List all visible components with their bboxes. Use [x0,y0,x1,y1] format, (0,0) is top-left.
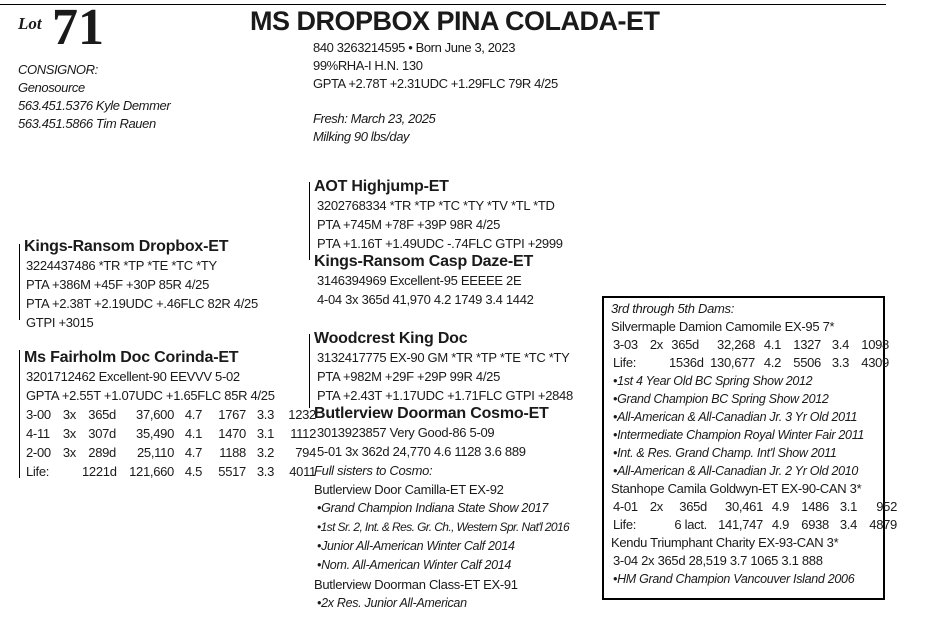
record-cell: 4.2 [763,355,781,370]
record-cell: 3.3 [831,355,849,370]
record-cell: 4.9 [771,517,789,532]
animal-line: 99%RHA-I H.N. 130 [313,58,423,73]
sire-line: GTPI +3015 [26,315,94,330]
sires-sire-block [314,177,563,253]
record-cell: 1098 [861,337,889,352]
record-cell: 4-11 [26,426,50,441]
dams-sire-block [314,329,573,405]
record-cell: 37,600 [136,407,174,422]
sires-dam-line: 3146394969 Excellent-95 EEEEE 2E [317,273,522,288]
sire-line: 3224437486 *TR *TP *TE *TC *TY [26,258,217,273]
sire-line: PTA +386M +45F +30P 85R 4/25 [26,277,210,292]
sister-note: •1st Sr. 2, Int. & Res. Gr. Ch., Western Spr. Nat'l 2016 [317,520,570,534]
sires-sire-name: AOT Highjump-ET [314,178,449,195]
record-cell [649,354,663,372]
record-cell: 4.5 [184,464,202,479]
fourth-dam-records [613,498,897,534]
dams-sire-line: PTA +2.43T +1.17UDC +1.71FLC GTPI +2848 [317,388,573,403]
record-cell: 35,490 [136,426,174,441]
dams-dam-name: Butlerview Doorman Cosmo-ET [314,405,549,422]
consignor-label: CONSIGNOR: [18,62,98,77]
record-cell: 3-03 [613,337,638,352]
record-cell: 2-00 [26,445,51,460]
record-cell: 141,747 [718,517,763,532]
ss-connector [309,182,310,260]
fresh-date: Fresh: March 23, 2025 [313,111,436,126]
page-title: MS DROPBOX PINA COLADA-ET [250,6,660,36]
sires-dam-block [314,252,534,309]
sires-dam-line: 4-04 3x 365d 41,970 4.2 1749 3.4 1442 [317,292,534,307]
sire-block [24,237,258,332]
ancestors-content [611,300,897,588]
lot-label: Lot [18,14,42,33]
record-cell: 3-00 [26,407,51,422]
record-cell: Life: [613,355,637,370]
record-cell: 4-01 [613,499,638,514]
milking-rate: Milking 90 lbs/day [313,129,410,144]
record-cell: 6938 [801,517,829,532]
dams-dam-line: 3013923857 Very Good-86 5-09 [317,425,495,440]
dam-line: 3201712462 Excellent-90 EEVVV 5-02 [26,369,240,384]
sister-name: Butlerview Doorman Class-ET EX-91 [314,577,518,592]
record-cell: 365d [679,499,707,514]
record-cell: 5506 [793,355,821,370]
consignor-contact: 563.451.5866 Tim Rauen [18,116,156,131]
record-cell: 30,461 [725,499,763,514]
third-dam-note: •1st 4 Year Old BC Spring Show 2012 [613,374,813,388]
record-cell: 3.2 [256,445,274,460]
lot-number: 71 [52,0,104,56]
animal-line: 840 3263214595 • Born June 3, 2023 [313,40,516,55]
animal-info [313,40,558,145]
record-cell: 4879 [869,517,897,532]
record-cell: 4.7 [184,407,202,422]
ancestors-heading: 3rd through 5th Dams: [611,301,735,316]
dam-name: Ms Fairholm Doc Corinda-ET [24,349,239,366]
record-cell: 121,660 [129,464,174,479]
dam-block [24,348,316,481]
record-cell: 3x [62,445,76,460]
third-dam-note: •All-American & All-Canadian Jr. 3 Yr Old 2011 [613,410,858,424]
record-cell: 1486 [801,499,829,514]
record-cell: 2x [649,499,663,514]
record-cell: 1188 [219,445,246,460]
record-cell: 3x [62,426,76,441]
record-cell: 1767 [218,407,246,422]
record-cell: 32,268 [717,337,755,352]
record-cell: 3.3 [256,407,274,422]
dams-sire-line: PTA +982M +29F +29P 99R 4/25 [317,369,501,384]
third-dam-note: •All-American & All-Canadian Jr. 2 Yr Old 2010 [613,464,859,478]
record-cell: 1536d [669,355,704,370]
record-cell: 4.9 [771,499,789,514]
sire-connector [19,244,20,320]
sister-note: •2x Res. Junior All-American [317,596,467,610]
record-cell: 2x [649,337,663,352]
record-cell: 365d [88,407,116,422]
third-dam-note: •Int. & Res. Grand Champ. Int'l Show 2011 [613,446,837,460]
record-cell: 4011 [289,464,316,479]
sister-note: •Junior All-American Winter Calf 2014 [317,539,515,553]
third-dam-note: •Intermediate Champion Royal Winter Fair 2011 [613,428,865,442]
record-cell: Life: [26,464,50,479]
animal-line: GPTA +2.78T +2.31UDC +1.29FLC 79R 4/25 [313,76,558,91]
fifth-dam-record: 3-04 2x 365d 28,519 3.7 1065 3.1 888 [613,553,823,568]
record-cell: 4.7 [184,445,202,460]
record-cell: 1232 [288,407,316,422]
record-cell: 289d [88,445,116,460]
record-cell: 952 [876,499,897,514]
record-cell: 3.4 [831,337,849,352]
record-cell [649,516,663,534]
consignor-name: Genosource [18,80,85,95]
record-cell: 3x [62,407,76,422]
record-cell: 3.3 [256,464,274,479]
dam-connector [19,350,20,478]
dams-sire-name: Woodcrest King Doc [314,330,468,347]
third-dam-records [613,336,897,372]
record-cell: 4309 [861,355,889,370]
fourth-dam-name: Stanhope Camila Goldwyn-ET EX-90-CAN 3* [611,481,862,496]
record-cell: 4.1 [763,337,781,352]
record-cell: 1470 [218,426,246,441]
sister-name: Butlerview Door Camilla-ET EX-92 [314,482,504,497]
record-cell: 130,677 [710,355,755,370]
third-dam-name: Silvermaple Damion Camomile EX-95 7* [611,319,835,334]
sire-name: Kings-Ransom Dropbox-ET [24,238,229,255]
record-cell: 3.1 [839,499,857,514]
sires-sire-line: PTA +745M +78F +39P 98R 4/25 [317,217,501,232]
record-cell: 5517 [218,464,246,479]
full-sisters-label: Full sisters to Cosmo: [314,463,433,478]
sister-note: •Nom. All-American Winter Calf 2014 [317,558,512,572]
record-cell: Life: [613,517,637,532]
record-cell: 794 [295,445,316,460]
dams-dam-line: 5-01 3x 362d 24,770 4.6 1128 3.6 889 [317,444,526,459]
sires-sire-line: PTA +1.16T +1.49UDC -.74FLC GTPI +2999 [317,236,563,251]
dams-sire-line: 3132417775 EX-90 GM *TR *TP *TE *TC *TY [317,350,570,365]
record-cell [62,462,76,481]
record-cell: 25,110 [137,445,174,460]
fifth-dam-note: •HM Grand Champion Vancouver Island 2006 [613,572,855,586]
dam-records [26,405,316,481]
record-cell: 3.4 [839,517,857,532]
consignor-contact: 563.451.5376 Kyle Demmer [18,98,171,113]
record-cell: 307d [88,426,116,441]
sires-dam-name: Kings-Ransom Casp Daze-ET [314,253,534,270]
record-cell: 365d [671,337,699,352]
record-cell: 4.1 [184,426,202,441]
fifth-dam-name: Kendu Triumphant Charity EX-93-CAN 3* [611,535,839,550]
record-cell: 3.1 [256,426,274,441]
sire-line: PTA +2.38T +2.19UDC +.46FLC 82R 4/25 [26,296,258,311]
dam-line: GPTA +2.55T +1.07UDC +1.65FLC 85R 4/25 [26,388,275,403]
top-rule [0,4,886,5]
third-dam-note: •Grand Champion BC Spring Show 2012 [613,392,829,406]
sister-note: •Grand Champion Indiana State Show 2017 [317,501,549,515]
sires-sire-line: 3202768334 *TR *TP *TC *TY *TV *TL *TD [317,198,555,213]
record-cell: 6 lact. [674,517,707,532]
record-cell: 1112 [290,426,316,441]
record-cell: 1221d [82,464,117,479]
dams-dam-block [314,404,569,613]
record-cell: 1327 [793,337,821,352]
consignor-block [18,62,170,132]
